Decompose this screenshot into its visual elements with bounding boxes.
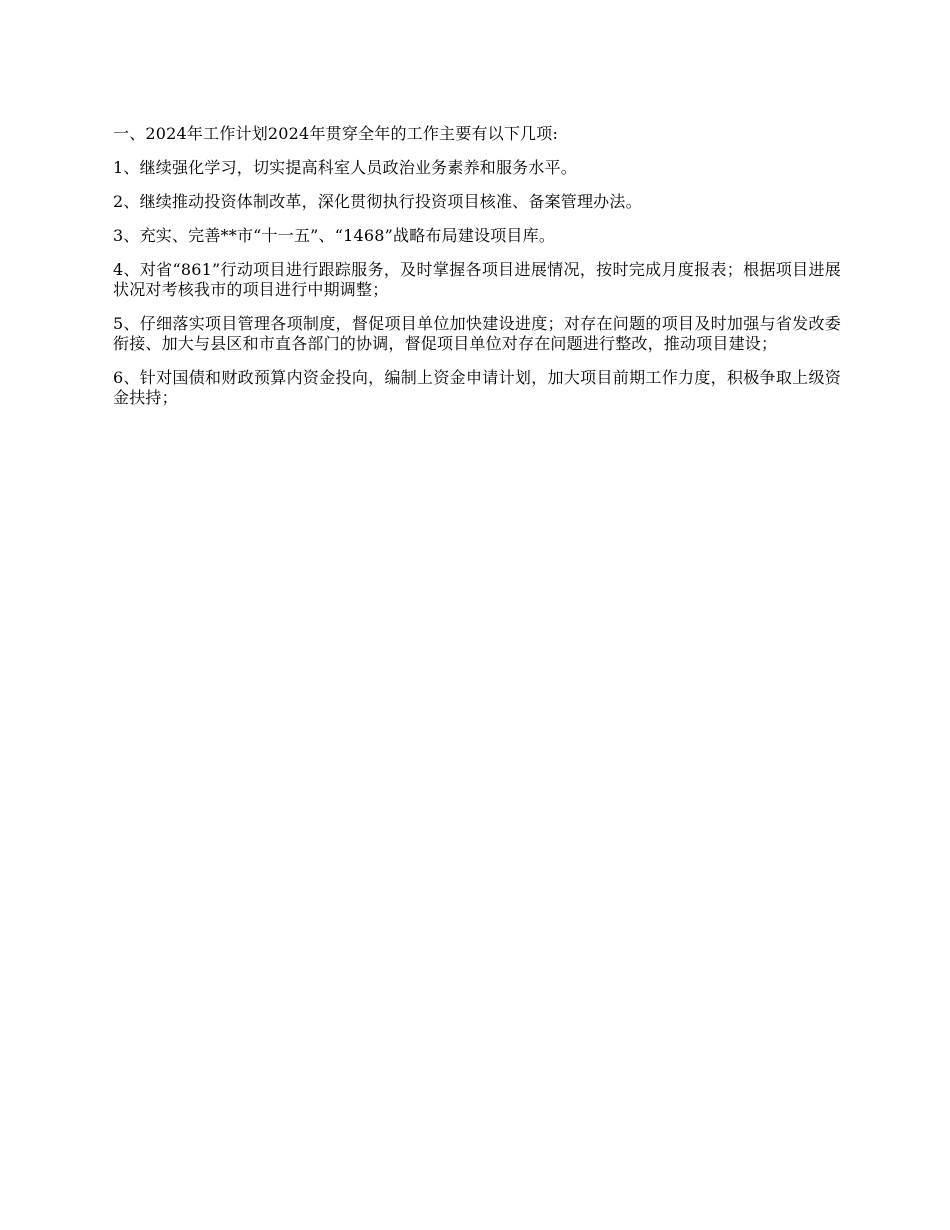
section-heading: 一、2024年工作计划2024年贯穿全年的工作主要有以下几项:: [113, 124, 559, 143]
list-item: 4、对省“861”行动项目进行跟踪服务，及时掌握各项目进展情况，按时完成月度报表；根据项目进展状况对考核我市的项目进行中期调整；: [113, 260, 841, 299]
list-item: 5、仔细落实项目管理各项制度，督促项目单位加快建设进度；对存在问题的项目及时加强与省发改委衔接、加大与县区和市直各部门的协调，督促项目单位对存在问题进行整改，推动项目建设；: [113, 314, 841, 353]
list-item: 1、继续强化学习，切实提高科室人员政治业务素养和服务水平。: [113, 158, 577, 177]
list-item: 2、继续推动投资体制改革，深化贯彻执行投资项目核准、备案管理办法。: [113, 192, 642, 211]
document-body: [113, 124, 841, 422]
list-item: 6、针对国债和财政预算内资金投向，编制上资金申请计划，加大项目前期工作力度，积极争取上级资金扶持；: [113, 368, 841, 407]
list-item: 3、充实、完善**市“十一五”、“1468”战略布局建设项目库。: [113, 226, 556, 245]
